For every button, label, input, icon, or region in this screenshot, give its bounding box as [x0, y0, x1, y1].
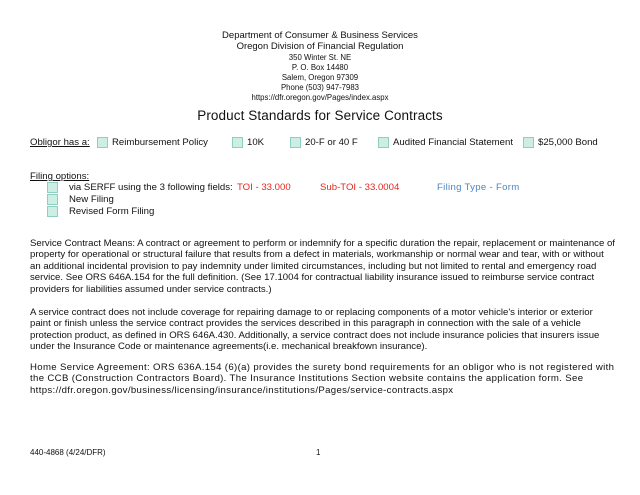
10k-label: 10K [247, 137, 265, 148]
form-number: 440-4868 (4/24/DFR) [30, 448, 106, 457]
20f-40f-checkbox[interactable] [290, 137, 301, 148]
10k-checkbox[interactable] [232, 137, 243, 148]
new-filing-label: New Filing [69, 194, 114, 205]
new-filing-checkbox[interactable] [47, 194, 58, 205]
reimbursement-policy-checkbox[interactable] [97, 137, 108, 148]
page-title: Product Standards for Service Contracts [197, 108, 443, 123]
serff-label: via SERFF using the 3 following fields: [69, 182, 233, 193]
20f-40f-label: 20-F or 40 F [305, 137, 358, 148]
division-name: Oregon Division of Financial Regulation [236, 41, 404, 52]
street-address: 350 Winter St. NE [288, 53, 352, 62]
service-contract-definition: Service Contract Means: A contract or agreement to perform or indemnify for a specific duration the repair, replacement or maintenance of property for operational or structural failure that results from a defect in materials, workmanship or normal wear and tear, with or without an additional incidental provision to pay indemnity under limited circumstances, including but not limited to rental and emergency road service. See ORS 646A.154 for the full definition. (See 17.1004 for contractual liability insurance issued to reimburse service contract providers for liabilities assumed under service contracts.) [30, 238, 615, 295]
service-contract-exclusions: A service contract does not include coverage for repairing damage to or replacing components of a motor vehicle's interior or exterior paint or finish unless the service contract provides the services described in this paragraph in connection with the sale of a vehicle protection product, as defined in ORS 646A.430. Additionally, a service contract does not include insurance policies that insurers issue under the Insurance Code or maintenance agreements(i.e. mechanical breakfown insurance). [30, 307, 600, 353]
page-number: 1 [316, 448, 321, 457]
website-link[interactable]: https://dfr.oregon.gov/Pages/index.aspx [251, 93, 389, 102]
audited-financial-statement-label: Audited Financial Statement [393, 137, 513, 148]
reimbursement-policy-label: Reimbursement Policy [112, 137, 208, 148]
city-state-zip: Salem, Oregon 97309 [281, 73, 359, 82]
bond-checkbox[interactable] [523, 137, 534, 148]
revised-filing-checkbox[interactable] [47, 206, 58, 217]
phone-number: Phone (503) 947-7983 [280, 83, 360, 92]
audited-financial-statement-checkbox[interactable] [378, 137, 389, 148]
department-name: Department of Consumer & Business Services [222, 30, 418, 41]
toi-code: TOI - 33.000 [237, 182, 291, 193]
serff-checkbox[interactable] [47, 182, 58, 193]
revised-filing-label: Revised Form Filing [69, 206, 155, 217]
obligor-label: Obligor has a: [30, 137, 90, 148]
home-service-agreement: Home Service Agreement: ORS 636A.154 (6)(a) provides the surety bond requirements for an obligor who is not registered with the CCB (Construction Contractors Board). The Insurance Institutions Section website contains the application form. See https://dfr.oregon.gov/business/licensing/insurance/institutions/Pages/service-contracts.aspx [30, 362, 615, 396]
subtoi-code: Sub-TOI - 33.0004 [320, 182, 400, 193]
po-box: P. O. Box 14480 [291, 63, 349, 72]
bond-label: $25,000 Bond [538, 137, 598, 148]
filing-type: Filing Type - Form [437, 182, 520, 193]
filing-options-label: Filing options: [30, 171, 90, 182]
